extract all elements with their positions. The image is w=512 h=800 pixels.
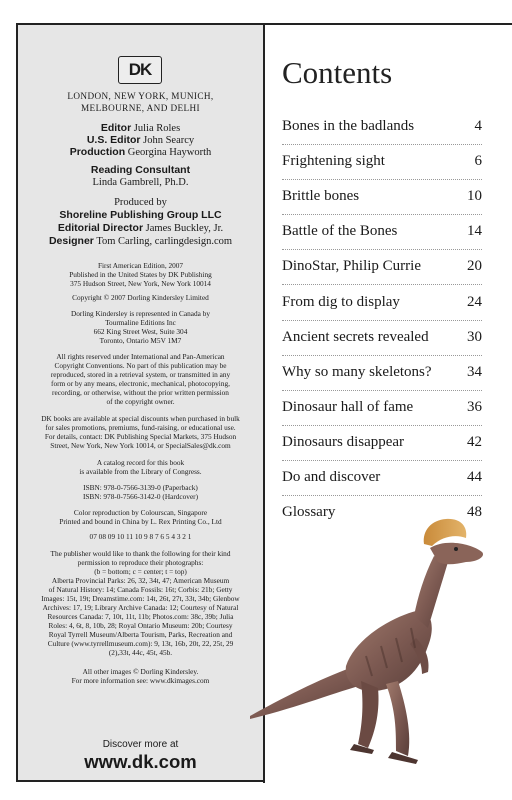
- production-name: Georgina Hayworth: [127, 147, 212, 158]
- thanks-line-1: The publisher would like to thank the following for their kind: [50, 549, 231, 558]
- toc-divider: [282, 390, 482, 391]
- toc-entry-page: 24: [467, 293, 482, 310]
- publisher-address: 375 Hudson Street, New York, New York 10014: [70, 279, 211, 288]
- toc-entry-title: Why so many skeletons?: [282, 363, 432, 380]
- toc-entry-title: Dinosaur hall of fame: [282, 398, 414, 415]
- toc-entry-page: 34: [467, 363, 482, 380]
- thanks-line-12: (2),33t, 44c, 45t, 45b.: [108, 648, 173, 657]
- production-credit: [18, 146, 263, 159]
- canada-line-2: Tourmaline Editions Inc: [105, 318, 176, 327]
- color-repro-line: Color reproduction by Colourscan, Singapore: [73, 508, 208, 517]
- toc-divider: [282, 460, 482, 461]
- designer-credit: [18, 235, 263, 248]
- thanks-line-8: Resources Canada: 7, 10t, 11t, 11b; Photos.com: 38c, 39b; Julia: [47, 612, 234, 621]
- toc-entry-page: 14: [467, 223, 482, 240]
- toc-entry-page: 6: [474, 153, 482, 170]
- contents-title: Contents: [282, 55, 393, 90]
- rights-line-5: recording, or otherwise, without the prior written permission: [52, 388, 229, 397]
- us-editor-label: U.S. Editor: [86, 134, 141, 146]
- rights-line-4: form or by any means, electronic, mechanical, photocopying,: [51, 379, 230, 388]
- designer-label: Designer: [48, 235, 94, 247]
- cities-line-2: MELBOURNE, AND DELHI: [80, 103, 200, 113]
- thanks-line-2: permission to reproduce their photographs:: [77, 558, 204, 567]
- toc-entry-page: 44: [467, 469, 482, 485]
- toc-entry-title: From dig to display: [282, 293, 400, 310]
- produced-by: Produced by: [114, 197, 167, 208]
- toc-divider: [282, 355, 482, 356]
- rights-line-2: Copyright Conventions. No part of this publication may be: [54, 361, 227, 370]
- dk-logo: DK: [118, 56, 162, 84]
- thanks-line-9: Roles: 4, 6t, 8, 10b, 28; Royal Ontario Museum: 20b; Courtesy: [48, 621, 233, 630]
- thanks-line-10: Royal Tyrrell Museum/Alberta Tourism, Parks, Recreation and: [48, 630, 233, 639]
- toc-entry-title: Battle of the Bones: [282, 223, 398, 240]
- reading-consultant-name: Linda Gambrell, Ph.D.: [92, 177, 189, 188]
- toc-divider: [282, 249, 482, 250]
- toc-entry-title: Do and discover: [282, 469, 381, 485]
- reading-consultant-label: Reading Consultant: [90, 164, 191, 176]
- rights-line-3: reproduced, stored in a retrieval system, or transmitted in any: [50, 370, 231, 379]
- isbn-paperback: ISBN: 978-0-7566-3139-0 (Paperback): [83, 483, 198, 492]
- catalog-line-1: A catalog record for this book: [96, 458, 185, 467]
- editorial-director-label: Editorial Director: [57, 222, 144, 234]
- editor-label: Editor: [100, 122, 132, 134]
- other-images-line: All other images © Dorling Kindersley.: [82, 667, 199, 676]
- production-label: Production: [69, 146, 126, 158]
- shoreline-publisher: Shoreline Publishing Group LLC: [59, 209, 222, 221]
- designer-name: Tom Carling, carlingdesign.com: [96, 236, 233, 247]
- toc-entry-page: 36: [467, 398, 482, 415]
- contents-top-border: [263, 23, 512, 25]
- toc-entry-title: Bones in the badlands: [282, 118, 415, 134]
- toc-entry-title: Dinosaurs disappear: [282, 433, 405, 450]
- printed-line: Printed and bound in China by L. Rex Printing Co., Ltd: [59, 517, 222, 526]
- toc-divider: [282, 179, 482, 180]
- bulk-line-4: Street, New York, New York 10014, or SpecialSales@dk.com: [50, 441, 231, 450]
- more-info-line: For more information see: www.dkimages.com: [71, 676, 210, 685]
- editorial-director-name: James Buckley, Jr.: [145, 223, 224, 234]
- edition-line: First American Edition, 2007: [97, 261, 184, 270]
- toc-divider: [282, 320, 482, 321]
- panel-top-border: [16, 23, 264, 25]
- rights-line-6: of the copyright owner.: [106, 397, 175, 406]
- dk-url-link[interactable]: www.dk.com: [84, 751, 197, 772]
- canada-line-3: 662 King Street West, Suite 304: [93, 327, 188, 336]
- rights-line-1: All rights reserved under International and Pan-American: [56, 352, 225, 361]
- toc-entry-page: 30: [467, 328, 482, 345]
- catalog-line-2: is available from the Library of Congress.: [79, 467, 202, 476]
- editor-name: Julia Roles: [133, 123, 181, 134]
- publisher-line: Published in the United States by DK Publishing: [69, 270, 212, 279]
- canada-line-1: Dorling Kindersley is represented in Canada by: [70, 309, 210, 318]
- toc-entry-page: 20: [467, 258, 482, 275]
- toc-entry-page: 10: [467, 188, 482, 205]
- thanks-line-4: Alberta Provincial Parks: 26, 32, 34t, 47; American Museum: [51, 576, 230, 585]
- canada-line-4: Toronto, Ontario M5V 1M7: [99, 336, 182, 345]
- cities-line-1: LONDON, NEW YORK, MUNICH,: [67, 91, 214, 101]
- copyright-line: Copyright © 2007 Dorling Kindersley Limited: [72, 293, 209, 302]
- thanks-line-6: Images: 15t, 19t; Dreamstime.com: 14t, 26t, 27t, 33t, 34b; Glenbow: [41, 594, 240, 603]
- toc-divider: [282, 425, 482, 426]
- panel-bottom-border: [16, 780, 265, 782]
- toc-entry-page: 4: [474, 118, 482, 134]
- bulk-line-1: DK books are available at special discounts when purchased in bulk: [41, 414, 240, 423]
- toc-entry-title: DinoStar, Philip Currie: [282, 258, 421, 275]
- toc-entry-title: Brittle bones: [282, 188, 360, 205]
- toc-entry-title: Glossary: [282, 504, 336, 521]
- discover-more: Discover more at: [102, 739, 179, 750]
- toc-divider: [282, 214, 482, 215]
- print-numbers: 07 08 09 10 11 10 9 8 7 6 5 4 3 2 1: [89, 532, 192, 541]
- toc-entry-title: Frightening sight: [282, 153, 385, 170]
- editorial-director-credit: [18, 222, 263, 235]
- thanks-line-3: (b = bottom; c = center; t = top): [94, 567, 187, 576]
- bulk-line-2: for sales promotions, premiums, fund-raising, or educational use.: [45, 423, 236, 432]
- toc-entry-title: Ancient secrets revealed: [282, 328, 429, 345]
- thanks-line-7: Archives: 17, 19; Library Archive Canada: 12; Courtesy of Natural: [42, 603, 239, 612]
- toc-divider: [282, 284, 482, 285]
- toc-divider: [282, 495, 482, 496]
- toc-entry-page: 42: [467, 433, 482, 450]
- isbn-hardcover: ISBN: 978-0-7566-3142-0 (Hardcover): [82, 492, 199, 501]
- toc-entry-page: 48: [467, 504, 482, 521]
- thanks-line-11: Culture (www.tyrrellmuseum.com): 9, 13t, 16b, 20t, 22, 25t, 29: [47, 639, 234, 648]
- thanks-line-5: of Natural History: 14; Canada Fossils: 16t; Corbis: 21b; Getty: [48, 585, 233, 594]
- dinosaur-illustration: [246, 516, 492, 764]
- toc-divider: [282, 144, 482, 145]
- bulk-line-3: For details, contact: DK Publishing Special Markets, 375 Hudson: [44, 432, 237, 441]
- us-editor-name: John Searcy: [143, 135, 195, 146]
